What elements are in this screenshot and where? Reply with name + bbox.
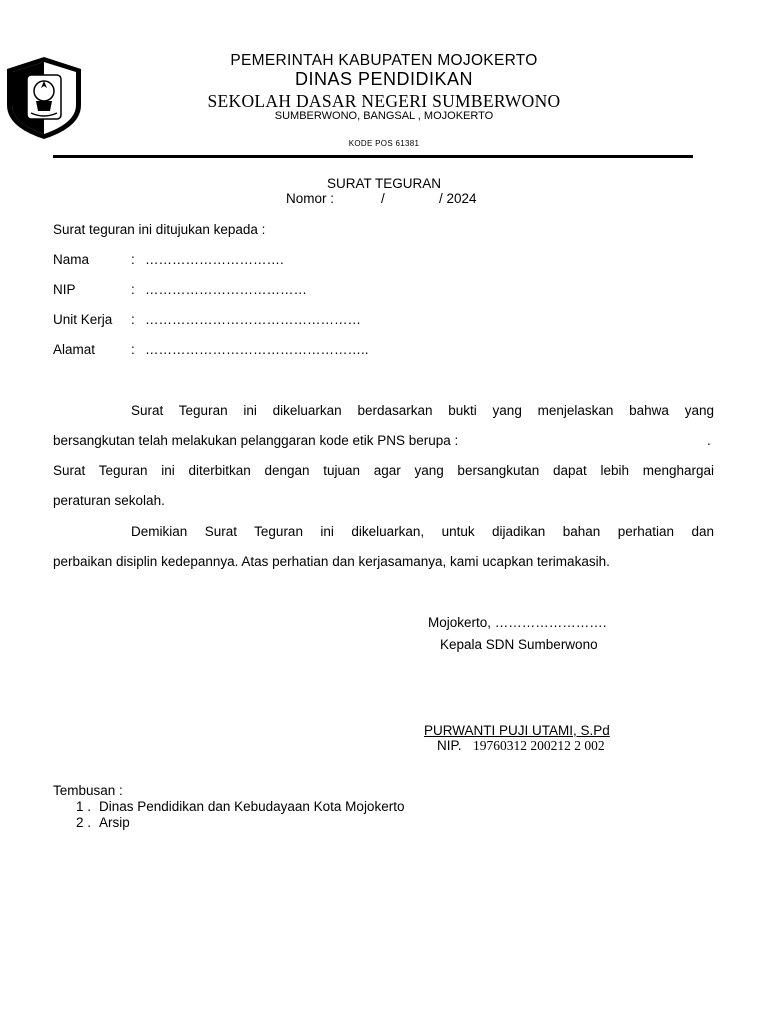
field-label-alamat: Alamat bbox=[53, 342, 96, 357]
cc-item-number: 2 . bbox=[76, 815, 92, 830]
paragraph1-line1: Surat Teguran ini dikeluarkan berdasarkan bukti yang menjelaskan bahwa yang bbox=[131, 403, 714, 418]
field-colon: : bbox=[131, 342, 135, 357]
field-dots-alamat: ………………………………………….. bbox=[145, 342, 369, 357]
field-dots-nama: …………………………. bbox=[145, 252, 284, 267]
letter-number-sep1: / bbox=[381, 191, 385, 206]
letter-title: SURAT TEGURAN bbox=[326, 176, 442, 191]
paragraph2-line1: Demikian Surat Teguran ini dikeluarkan, untuk dijadikan bahan perhatian dan bbox=[131, 524, 714, 539]
signatory-nip-value: 19760312 200212 2 002 bbox=[473, 738, 605, 753]
cc-label: Tembusan : bbox=[53, 783, 123, 798]
header-postal-code: KODE POS 61381 bbox=[348, 139, 420, 148]
field-label-nama: Nama bbox=[53, 252, 90, 267]
header-government: PEMERINTAH KABUPATEN MOJOKERTO bbox=[230, 52, 538, 69]
field-colon: : bbox=[131, 252, 135, 267]
header-school-name: SEKOLAH DASAR NEGERI SUMBERWONO bbox=[207, 91, 561, 111]
header-address: SUMBERWONO, BANGSAL , MOJOKERTO bbox=[274, 110, 494, 122]
field-colon: : bbox=[131, 282, 135, 297]
paragraph1-line4: peraturan sekolah. bbox=[53, 493, 165, 508]
cc-item-number: 1 . bbox=[76, 799, 92, 814]
field-label-unit-kerja: Unit Kerja bbox=[53, 312, 113, 327]
paragraph1-line3: Surat Teguran ini diterbitkan dengan tujuan agar yang bersangkutan dapat lebih menghargai bbox=[53, 463, 714, 478]
field-label-nip: NIP bbox=[53, 282, 76, 297]
signature-place-date: Mojokerto, ……………………. bbox=[428, 615, 607, 630]
field-colon: : bbox=[131, 312, 135, 327]
field-dots-nip: ……………………………… bbox=[145, 282, 307, 297]
signatory-nip-label: NIP. bbox=[437, 738, 462, 753]
paragraph1-line2-end: . bbox=[707, 433, 711, 448]
cc-item-text: Dinas Pendidikan dan Kebudayaan Kota Mojokerto bbox=[99, 799, 405, 814]
letter-number-year: / 2024 bbox=[439, 191, 477, 206]
header-department: DINAS PENDIDIKAN bbox=[294, 69, 474, 89]
letterhead-divider bbox=[53, 155, 693, 158]
recipient-intro: Surat teguran ini ditujukan kepada : bbox=[53, 222, 266, 237]
signature-position: Kepala SDN Sumberwono bbox=[440, 637, 598, 652]
field-dots-unit-kerja: ………………………………………… bbox=[145, 312, 361, 327]
signatory-name: PURWANTI PUJI UTAMI, S.Pd bbox=[424, 723, 610, 738]
letter-number-label: Nomor : bbox=[286, 191, 335, 206]
paragraph1-line2: bersangkutan telah melakukan pelanggaran kode etik PNS berupa : bbox=[53, 433, 459, 448]
paragraph2-line2: perbaikan disiplin kedepannya. Atas perhatian dan kerjasamanya, kami ucapkan terimakasih. bbox=[53, 554, 610, 569]
cc-item-text: Arsip bbox=[99, 815, 130, 830]
